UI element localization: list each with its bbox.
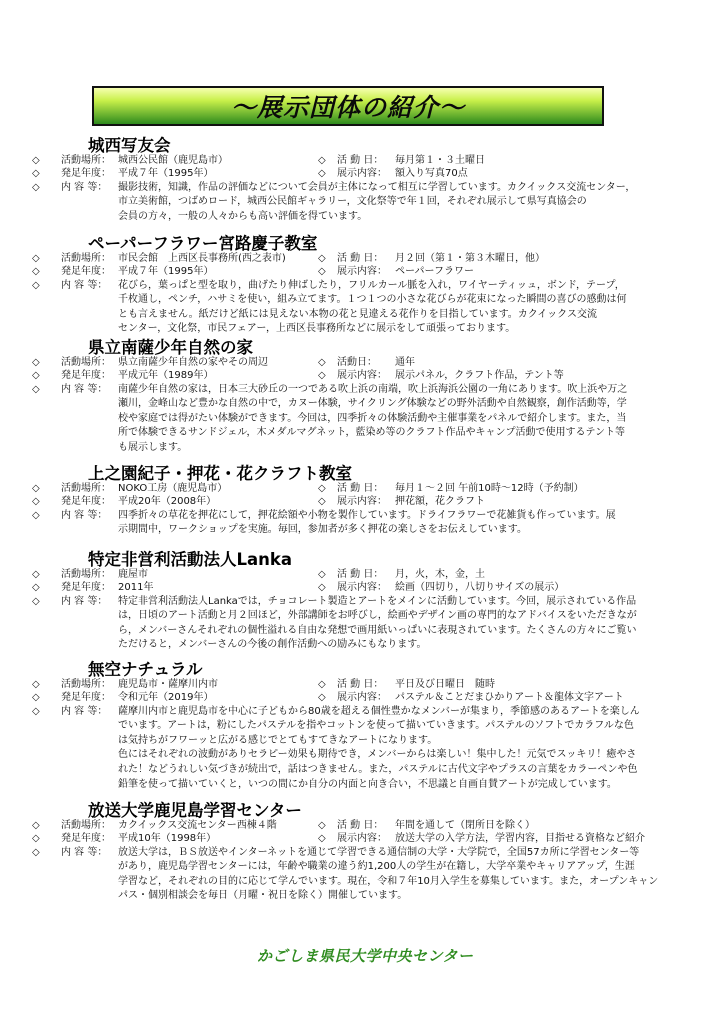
content-line xyxy=(0,889,724,904)
diamond-bullet-icon: ◇ xyxy=(32,155,40,166)
diamond-bullet-icon: ◇ xyxy=(318,833,326,845)
content-line xyxy=(0,875,724,890)
place-label: 活動場所： xyxy=(61,253,111,264)
content-text: 千枚通し，ペンチ，ハサミを使い，組み立てます。１つ１つの小さな花びらが花束になった瞬間の喜びの感動は何 xyxy=(118,294,627,306)
diamond-bullet-icon: ◇ xyxy=(318,582,326,594)
content-line xyxy=(0,308,724,323)
detail-row xyxy=(0,482,724,495)
diamond-bullet-icon: ◇ xyxy=(32,483,40,494)
place-value: NOKO工房（鹿児島市） xyxy=(118,483,228,494)
diamond-bullet-icon: ◇ xyxy=(32,595,40,607)
content-label: 内 容 等： xyxy=(61,181,108,193)
group-details xyxy=(0,252,724,337)
place-label: 活動場所： xyxy=(61,679,111,690)
exhibit-value: 押花額，花クラフト xyxy=(395,496,485,508)
days-value: 毎月第１・３土曜日 xyxy=(395,155,485,166)
place-value: 県立南薩少年自然の家やその周辺 xyxy=(118,357,268,368)
content-line xyxy=(0,210,724,225)
content-line xyxy=(0,638,724,653)
diamond-bullet-icon: ◇ xyxy=(32,679,40,690)
content-text: も展示します。 xyxy=(118,441,188,453)
content-line xyxy=(0,293,724,308)
place-label: 活動場所： xyxy=(61,569,111,580)
content-text: 放送大学は，ＢＳ放送やインターネットを通じて学習できる通信制の大学・大学院で，全国57カ所に学習センター等 xyxy=(118,846,640,858)
content-line xyxy=(0,509,724,524)
content-text: センター，文化祭，市民フェアー，上西区長事務所などに展示をして頑張っております。 xyxy=(118,323,516,335)
diamond-bullet-icon: ◇ xyxy=(318,679,326,690)
place-value: カクイックス交流センター西棟４階 xyxy=(118,820,277,831)
place-label: 活動場所： xyxy=(61,820,111,831)
exhibit-value: パステル＆ことだまひかりアート＆龍体文字アート xyxy=(395,692,624,704)
place-value: 市民会館 上西区長事務所(西之表市) xyxy=(118,253,286,264)
content-line xyxy=(0,383,724,398)
content-line xyxy=(0,595,724,610)
content-text: 会員の方々，一般の人々からも高い評価を得ています。 xyxy=(118,210,368,222)
content-line xyxy=(0,523,724,538)
detail-row xyxy=(0,581,724,594)
diamond-bullet-icon: ◇ xyxy=(318,483,326,494)
place-value: 城西公民館（鹿児島市） xyxy=(118,155,228,166)
diamond-bullet-icon: ◇ xyxy=(32,279,40,291)
content-text: があり，鹿児島学習センターには，年齢や職業の違う約1,200人の学生が在籍し，大学卒業やキャリアアップ，生涯 xyxy=(118,861,635,873)
group-title: 無空ナチュラル xyxy=(88,660,203,679)
content-text: 特定非営利活動法人Lankaでは，チョコレート製造とアートをメインに活動しています。今回，展示されている作品 xyxy=(118,595,637,607)
exhibit-value: 展示パネル，クラフト作品，テント等 xyxy=(395,370,564,382)
diamond-bullet-icon: ◇ xyxy=(32,820,40,831)
group-title: 放送大学鹿児島学習センター xyxy=(88,801,302,820)
detail-row xyxy=(0,252,724,265)
days-label: 活動日： xyxy=(337,357,377,368)
footer-organization: かごしま県民大学中央センター xyxy=(257,947,474,965)
diamond-bullet-icon: ◇ xyxy=(32,168,40,180)
days-value: 月２回（第１・第３木曜日，他） xyxy=(395,253,545,264)
content-line xyxy=(0,846,724,861)
content-text: 学習など，それぞれの目的に応じて学んでいます。現在，令和７年10月入学生を募集しています。また，オープンキャン xyxy=(118,875,659,887)
founded-value: 2011年 xyxy=(118,582,154,594)
content-line xyxy=(0,426,724,441)
content-text: パス・個別相談会を毎日（月曜・祝日を除く）開催しています。 xyxy=(118,890,408,902)
content-text: 校や家庭では得がたい体験ができます。今回は，四季折々の体験活動や主催事業をパネルで紹介します。また，当 xyxy=(118,412,627,424)
exhibit-value: 絵画（四切り，八切りサイズの展示） xyxy=(395,582,565,594)
founded-label: 発足年度： xyxy=(61,833,111,845)
content-text: 南薩少年自然の家は，日本三大砂丘の一つである吹上浜の南端，吹上浜海浜公園の一角にあります。吹上浜や万之 xyxy=(118,383,628,395)
founded-value: 平成７年（1995年） xyxy=(118,266,214,278)
detail-row xyxy=(0,154,724,167)
content-text: れた！などうれしい気づきが続出で，話はつきません。また，パステルに古代文字やプラスの言葉をカラーペンや色 xyxy=(118,763,638,775)
diamond-bullet-icon: ◇ xyxy=(318,168,326,180)
days-label: 活 動 日： xyxy=(337,155,384,166)
days-label: 活 動 日： xyxy=(337,820,384,831)
exhibit-value: 放送大学の入学方法，学習内容，目指せる資格など紹介 xyxy=(395,833,645,845)
group-details xyxy=(0,568,724,653)
content-text: 鉛筆を使って描いていくと，いつの間にか自分の内面と向き合い，不思議と自画自賛アートが完成しています。 xyxy=(118,778,617,790)
founded-label: 発足年度： xyxy=(61,168,111,180)
title-banner xyxy=(92,86,604,126)
diamond-bullet-icon: ◇ xyxy=(32,253,40,264)
diamond-bullet-icon: ◇ xyxy=(32,383,40,395)
content-text: は，日頃のアート活動と月２回ほど，外部講師をお呼びし，絵画やデザイン画の専門的なアドバイスをいただきなが xyxy=(118,610,637,622)
group-title: ペーパーフラワー宮路慶子教室 xyxy=(88,234,318,253)
detail-row xyxy=(0,691,724,704)
content-text: 花びら，葉っぱと型を取り，曲げたり伸ばしたり，フリルカール脈を入れ，ワイヤーティッュ，ボンド，テープ， xyxy=(118,279,625,291)
diamond-bullet-icon: ◇ xyxy=(318,370,326,382)
exhibit-label: 展示内容： xyxy=(337,692,387,704)
content-line xyxy=(0,412,724,427)
content-label: 内 容 等： xyxy=(61,595,108,607)
content-line xyxy=(0,279,724,294)
days-value: 毎月１～２回 午前10時～12時（予約制） xyxy=(395,483,584,494)
detail-row xyxy=(0,832,724,845)
content-text: 示期間中，ワークショップを実施。毎回，参加者が多く押花の楽しさをお伝えしています。 xyxy=(118,524,527,536)
content-text: ら，メンバーさんそれぞれの個性溢れる自由な発想で画用紙いっぱいに表現されています。たくさんの方々にご覧い xyxy=(118,624,637,636)
founded-label: 発足年度： xyxy=(61,692,111,704)
days-label: 活 動 日： xyxy=(337,679,384,690)
diamond-bullet-icon: ◇ xyxy=(32,370,40,382)
content-line xyxy=(0,763,724,778)
diamond-bullet-icon: ◇ xyxy=(318,266,326,278)
diamond-bullet-icon: ◇ xyxy=(318,496,326,508)
days-value: 月，火，木，金，土 xyxy=(395,569,485,580)
exhibit-value: ペーパーフラワー xyxy=(395,266,474,278)
diamond-bullet-icon: ◇ xyxy=(32,846,40,858)
founded-label: 発足年度： xyxy=(61,266,111,278)
founded-label: 発足年度： xyxy=(61,496,111,508)
content-text: とも言えません。紙だけど紙には見えない本物の花と見違える花作りを目指しています。カクイックス交流 xyxy=(118,308,597,320)
group-title: 城西写友会 xyxy=(88,136,171,155)
content-text: 薩摩川内市と鹿児島市を中心に子どもから80歳を超える個性豊かなメンバーが集まり，季節感のあるアートを楽しん xyxy=(118,705,640,717)
group-details xyxy=(0,482,724,538)
detail-row xyxy=(0,265,724,278)
exhibit-label: 展示内容： xyxy=(337,266,387,278)
page-title: ～展示団体の紹介～ xyxy=(230,93,465,122)
content-text: でいます。アートは，粉にしたパステルを指やコットンを使って描いていきます。パステルのソフトでカラフルな色 xyxy=(118,720,634,732)
group-title: 上之園紀子・押花・花クラフト教室 xyxy=(88,464,352,483)
place-value: 鹿児島市・薩摩川内市 xyxy=(118,679,218,690)
diamond-bullet-icon: ◇ xyxy=(318,253,326,264)
diamond-bullet-icon: ◇ xyxy=(32,582,40,594)
content-line xyxy=(0,778,724,793)
exhibit-label: 展示内容： xyxy=(337,370,387,382)
exhibit-value: 額入り写真70点 xyxy=(395,168,468,180)
content-text: 所で体験できるサンドジェル，木メダルマグネット，藍染め等のクラフト作品やキャンプ活動で使用するテント等 xyxy=(118,427,625,439)
content-text: 撮影技術，知識，作品の評価などについて会員が主体になって相互に学習しています。カクイックス交流センター， xyxy=(118,181,636,193)
days-value: 年間を通して（閉所日を除く） xyxy=(395,820,535,831)
content-text: 市立美術館，つばめロード，城西公民館ギャラリー，文化祭等で年１回，それぞれ展示して県写真協会の xyxy=(118,196,587,208)
place-label: 活動場所： xyxy=(61,483,111,494)
content-line xyxy=(0,397,724,412)
content-text: 四季折々の草花を押花にして，押花絵額や小物を製作しています。ドライフラワーで花雑貨も作っています。展 xyxy=(118,509,616,521)
place-value: 鹿屋市 xyxy=(118,569,148,580)
days-label: 活 動 日： xyxy=(337,483,384,494)
founded-value: 平成10年（1998年） xyxy=(118,833,217,845)
founded-label: 発足年度： xyxy=(61,370,111,382)
group-details xyxy=(0,819,724,904)
diamond-bullet-icon: ◇ xyxy=(32,569,40,580)
detail-row xyxy=(0,678,724,691)
detail-row xyxy=(0,167,724,180)
founded-value: 平成20年（2008年） xyxy=(118,496,217,508)
days-label: 活 動 日： xyxy=(337,569,384,580)
detail-row xyxy=(0,819,724,832)
diamond-bullet-icon: ◇ xyxy=(32,266,40,278)
detail-row xyxy=(0,568,724,581)
diamond-bullet-icon: ◇ xyxy=(32,692,40,704)
diamond-bullet-icon: ◇ xyxy=(318,155,326,166)
diamond-bullet-icon: ◇ xyxy=(318,569,326,580)
content-line xyxy=(0,748,724,763)
content-label: 内 容 等： xyxy=(61,383,108,395)
days-value: 通年 xyxy=(395,357,415,368)
diamond-bullet-icon: ◇ xyxy=(318,820,326,831)
group-title: 特定非営利活動法人Lanka xyxy=(88,550,293,569)
founded-value: 平成７年（1995年） xyxy=(118,168,214,180)
exhibit-label: 展示内容： xyxy=(337,582,387,594)
group-details xyxy=(0,154,724,224)
days-value: 平日及び日曜日 随時 xyxy=(395,679,495,690)
founded-label: 発足年度： xyxy=(61,582,111,594)
content-line xyxy=(0,860,724,875)
diamond-bullet-icon: ◇ xyxy=(32,705,40,717)
days-label: 活 動 日： xyxy=(337,253,384,264)
detail-row xyxy=(0,495,724,508)
content-text: ただけると，メンバーさんの今後の創作活動への励みにもなります。 xyxy=(118,639,427,651)
diamond-bullet-icon: ◇ xyxy=(32,833,40,845)
content-text: 瀬川，金峰山など豊かな自然の中で，カヌー体験，サイクリング体験などの野外活動や自然観察，創作活動等，学 xyxy=(118,398,627,410)
content-line xyxy=(0,705,724,720)
exhibit-label: 展示内容： xyxy=(337,168,387,180)
content-line xyxy=(0,734,724,749)
group-details xyxy=(0,356,724,456)
founded-value: 平成元年（1989年） xyxy=(118,370,214,382)
diamond-bullet-icon: ◇ xyxy=(318,357,326,368)
exhibit-label: 展示内容： xyxy=(337,833,387,845)
exhibit-label: 展示内容： xyxy=(337,496,387,508)
detail-row xyxy=(0,356,724,369)
content-text: は気持ちがフワーッと広がる感じでとてもすてきなアートになります。 xyxy=(118,734,438,746)
content-label: 内 容 等： xyxy=(61,846,108,858)
diamond-bullet-icon: ◇ xyxy=(32,357,40,368)
place-label: 活動場所： xyxy=(61,155,111,166)
content-label: 内 容 等： xyxy=(61,279,108,291)
group-details xyxy=(0,678,724,792)
content-line xyxy=(0,624,724,639)
diamond-bullet-icon: ◇ xyxy=(32,496,40,508)
diamond-bullet-icon: ◇ xyxy=(318,692,326,704)
group-title: 県立南薩少年自然の家 xyxy=(88,338,253,357)
detail-row xyxy=(0,369,724,382)
content-label: 内 容 等： xyxy=(61,705,108,717)
content-line xyxy=(0,441,724,456)
place-label: 活動場所： xyxy=(61,357,111,368)
content-line xyxy=(0,195,724,210)
diamond-bullet-icon: ◇ xyxy=(32,509,40,521)
content-line xyxy=(0,609,724,624)
content-text: 色にはそれぞれの波動がありセラピー効果も期待でき，メンバーからは楽しい！集中した！元気でスッキリ！癒やさ xyxy=(118,749,637,761)
content-label: 内 容 等： xyxy=(61,509,108,521)
content-line xyxy=(0,181,724,196)
content-line xyxy=(0,719,724,734)
diamond-bullet-icon: ◇ xyxy=(32,181,40,193)
founded-value: 令和元年（2019年） xyxy=(118,692,214,704)
